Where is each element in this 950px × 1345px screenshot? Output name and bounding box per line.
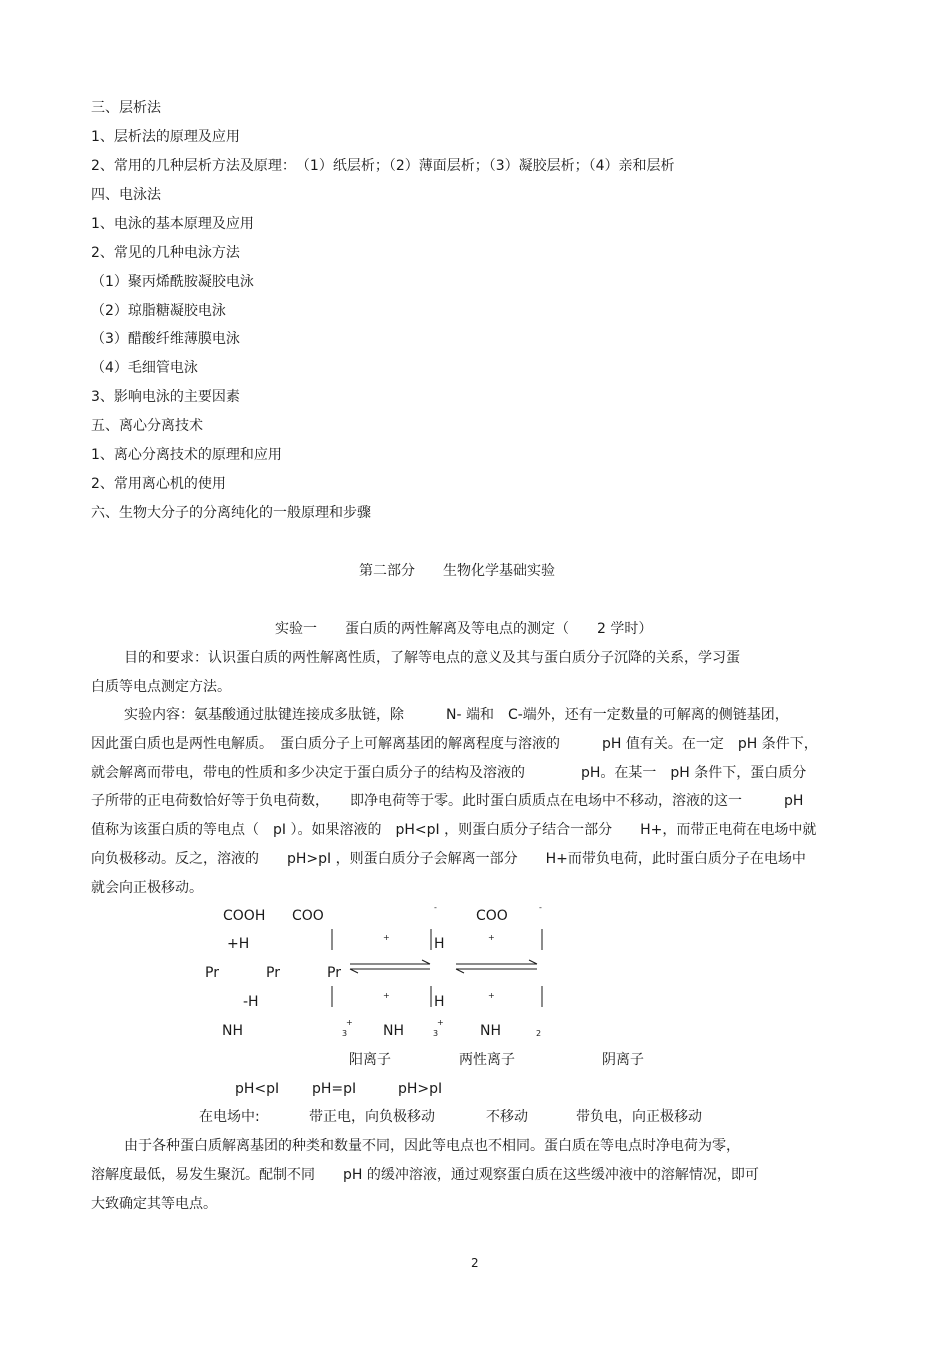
closing-line-3: 大致确定其等电点。 <box>91 1196 217 1212</box>
amine-group-3: NH <box>480 1023 501 1039</box>
ph-less-than-pi: pH<pI <box>235 1081 280 1097</box>
section-4-sub-3: （3）醋酸纤维薄膜电泳 <box>91 331 240 347</box>
section-5-title: 五、离心分离技术 <box>91 418 203 434</box>
content-line-2: 因此蛋白质也是两性电解质。 蛋白质分子上可解离基团的解离程度与溶液的 pH 值有关。在一定 pH 条件下， <box>91 736 818 752</box>
add-proton-label: +H <box>227 936 250 952</box>
closing-line-2: 溶解度最低，易发生聚沉。配制不同 pH 的缓冲溶液，通过观察蛋白质在这些缓冲液中的溶解情况，即可 <box>91 1167 759 1183</box>
section-5-item-2: 2、常用离心机的使用 <box>91 476 226 492</box>
ph-equal-pi: pH=pI <box>312 1081 357 1097</box>
section-4-title: 四、电泳法 <box>91 187 161 203</box>
content-line-3: 就会解离而带电，带电的性质和多少决定于蛋白质分子的结构及溶液的 pH。在某一 pH 条件下，蛋白质分 <box>91 765 807 781</box>
amine-group-2: NH <box>383 1023 404 1039</box>
protein-label-3: Pr <box>327 965 341 981</box>
section-4-item-3: 3、影响电泳的主要因素 <box>91 389 240 405</box>
amine-group-1: NH <box>222 1023 243 1039</box>
section-3-item-2: 2、常用的几种层析方法及原理： （1）纸层析；（2）薄面层析；（3）凝胶层析；（4）亲和层析 <box>91 158 675 174</box>
protein-label-1: Pr <box>205 965 219 981</box>
electric-field-label: 在电场中: <box>199 1109 260 1125</box>
section-4-sub-4: （4）毛细管电泳 <box>91 360 198 376</box>
ph-greater-than-pi: pH>pI <box>398 1081 443 1097</box>
content-line-6: 向负极移动。反之，溶液的 pH>pI ，则蛋白质分子会解离一部分 H+而带负电荷，此时蛋白质分子在电场中 <box>91 851 806 867</box>
equilibrium-arrow-1 <box>350 960 430 973</box>
section-4-sub-1: （1）聚丙烯酰胺凝胶电泳 <box>91 274 254 290</box>
proton-label-2: H <box>434 994 445 1010</box>
plus-charge-3: + <box>383 991 390 1000</box>
negative-migration: 带负电，向正极移动 <box>576 1109 702 1125</box>
purpose-line-2: 白质等电点测定方法。 <box>91 679 231 695</box>
anion-label: 阴离子 <box>602 1052 644 1068</box>
plus-charge-6: + <box>437 1018 444 1027</box>
coo-group-1: COO <box>292 908 324 924</box>
section-4-sub-2: （2）琼脂糖凝胶电泳 <box>91 303 226 319</box>
subscript-3-a: 3 <box>342 1029 348 1038</box>
content-line-7: 就会向正极移动。 <box>91 880 203 896</box>
purpose-line-1: 目的和要求：认识蛋白质的两性解离性质，了解等电点的意义及其与蛋白质分子沉降的关系，学习蛋 <box>124 650 740 666</box>
section-4-item-2: 2、常见的几种电泳方法 <box>91 245 240 261</box>
equilibrium-arrow-2 <box>456 960 537 973</box>
protein-label-2: Pr <box>266 965 280 981</box>
minus-charge-2: - <box>539 903 542 912</box>
experiment-1-title: 实验一 蛋白质的两性解离及等电点的测定（ 2 学时） <box>275 621 653 637</box>
part-2-title: 第二部分 生物化学基础实验 <box>359 563 555 579</box>
remove-proton-label: -H <box>243 994 259 1010</box>
section-5-item-1: 1、离心分离技术的原理和应用 <box>91 447 282 463</box>
section-6-title: 六、生物大分子的分离纯化的一般原理和步骤 <box>91 505 371 521</box>
zwitterion-label: 两性离子 <box>459 1052 515 1068</box>
plus-charge-2: + <box>488 933 495 942</box>
subscript-3-b: 3 <box>433 1029 439 1038</box>
content-line-1: 实验内容：氨基酸通过肽键连接成多肽链，除 N- 端和 C-端外，还有一定数量的可解离的侧链基团， <box>124 707 789 723</box>
no-migration: 不移动 <box>486 1109 528 1125</box>
page-number: 2 <box>471 1256 479 1270</box>
proton-label-1: H <box>434 936 445 952</box>
plus-charge-4: + <box>488 991 495 1000</box>
cooh-group: COOH <box>223 908 266 924</box>
plus-charge-5: + <box>346 1018 353 1027</box>
coo-group-2: COO <box>476 908 508 924</box>
section-4-item-1: 1、电泳的基本原理及应用 <box>91 216 254 232</box>
plus-charge-1: + <box>383 933 390 942</box>
section-3-item-1: 1、层析法的原理及应用 <box>91 129 240 145</box>
section-3-title: 三、层析法 <box>91 100 161 116</box>
minus-charge-1: - <box>434 903 437 912</box>
content-line-4: 子所带的正电荷数恰好等于负电荷数， 即净电荷等于零。此时蛋白质质点在电场中不移动，溶液的这一 pH <box>91 793 804 809</box>
subscript-2: 2 <box>536 1029 542 1038</box>
positive-migration: 带正电，向负极移动 <box>309 1109 435 1125</box>
closing-line-1: 由于各种蛋白质解离基团的种类和数量不同，因此等电点也不相同。蛋白质在等电点时净电荷为零， <box>124 1138 740 1154</box>
content-line-5: 值称为该蛋白质的等电点（ pI ）。如果溶液的 pH<pI ，则蛋白质分子结合一部分 H+，而带正电荷在电场中就 <box>91 822 817 838</box>
cation-label: 阳离子 <box>349 1052 391 1068</box>
